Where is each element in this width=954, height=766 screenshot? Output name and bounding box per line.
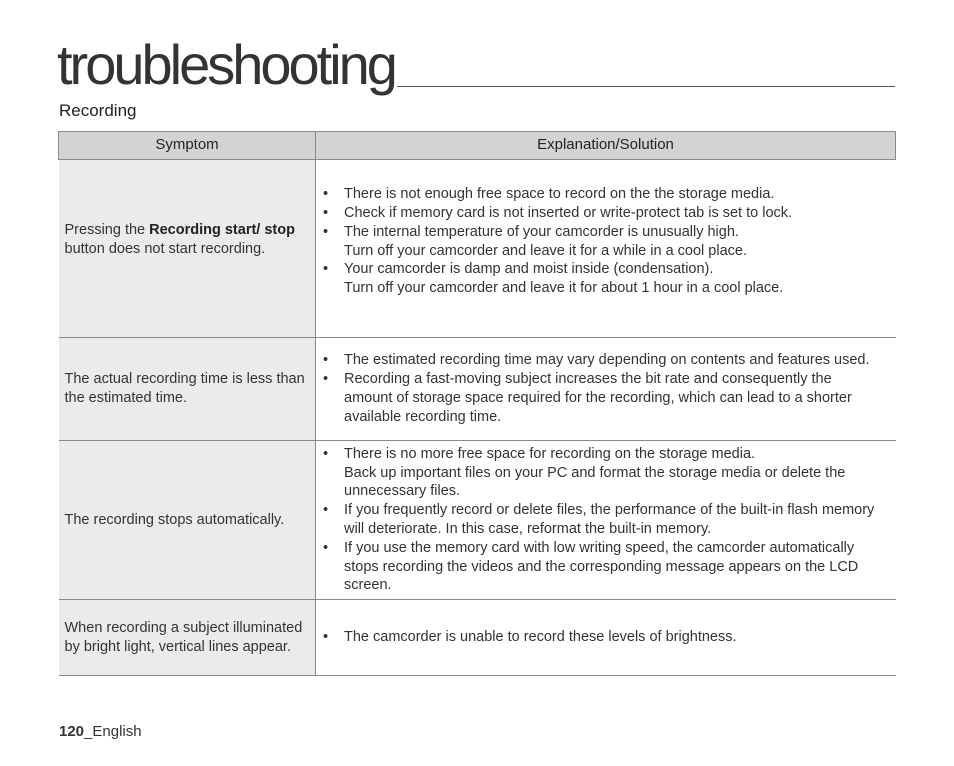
symptom-cell [59,160,316,338]
page-number: 120 [59,723,85,740]
symptom-cell: When recording a subject illuminated by bright light, vertical lines appear. [59,600,316,676]
table-header-row [59,132,896,160]
symptom-text: Pressing the [64,221,150,238]
solution-cell [316,160,896,338]
solution-list [316,351,884,426]
solution-item: • The camcorder is unable to record these levels of brightness. [316,628,884,647]
section-title: Recording [59,101,137,120]
solution-cell [316,338,896,441]
solution-list [316,628,884,647]
solution-list [316,445,884,595]
symptom-text: button does not start recording. [64,240,266,257]
page-footer [59,723,142,740]
table-row [59,441,896,600]
symptom-cell: The actual recording time is less than the estimated time. [59,338,316,441]
solution-cell [316,600,896,676]
solution-item: • If you use the memory card with low writing speed, the camcorder automatically stops recording the videos and the corresponding message appears on the LCD screen. [316,539,884,595]
solution-item: • If you frequently record or delete files, the performance of the built-in flash memory will deteriorate. In this case, reformat the built-in memory. [316,501,884,539]
symptom-button-name: Recording start/ stop [149,221,295,238]
symptom-cell: The recording stops automatically. [59,441,316,600]
footer-language: _English [84,723,142,740]
table-row [59,338,896,441]
solution-cell [316,441,896,600]
solution-item: • The internal temperature of your camcorder is unusually high. Turn off your camcorder and leave it for a while in a cool place. [316,223,884,261]
header-explanation-solution: Explanation/Solution [316,132,896,160]
page-title: troubleshooting [57,33,395,96]
solution-item: • The estimated recording time may vary depending on contents and features used. [316,351,884,370]
troubleshooting-table [58,131,896,676]
solution-item: • There is not enough free space to record on the the storage media. [316,185,884,204]
solution-list [316,185,884,298]
table-row [59,160,896,338]
solution-item: • Check if memory card is not inserted or write-protect tab is set to lock. [316,204,884,223]
table-row [59,600,896,676]
solution-item: • There is no more free space for recording on the storage media. Back up important files on your PC and format the storage media or delete the unnecessary files. [316,445,884,501]
solution-item: • Your camcorder is damp and moist inside (condensation). Turn off your camcorder and leave it for about 1 hour in a cool place. [316,260,884,298]
solution-item: • Recording a fast-moving subject increases the bit rate and consequently the amount of storage space required for the recording, which can lead to a shorter available recording time. [316,370,884,426]
header-symptom: Symptom [59,132,316,160]
